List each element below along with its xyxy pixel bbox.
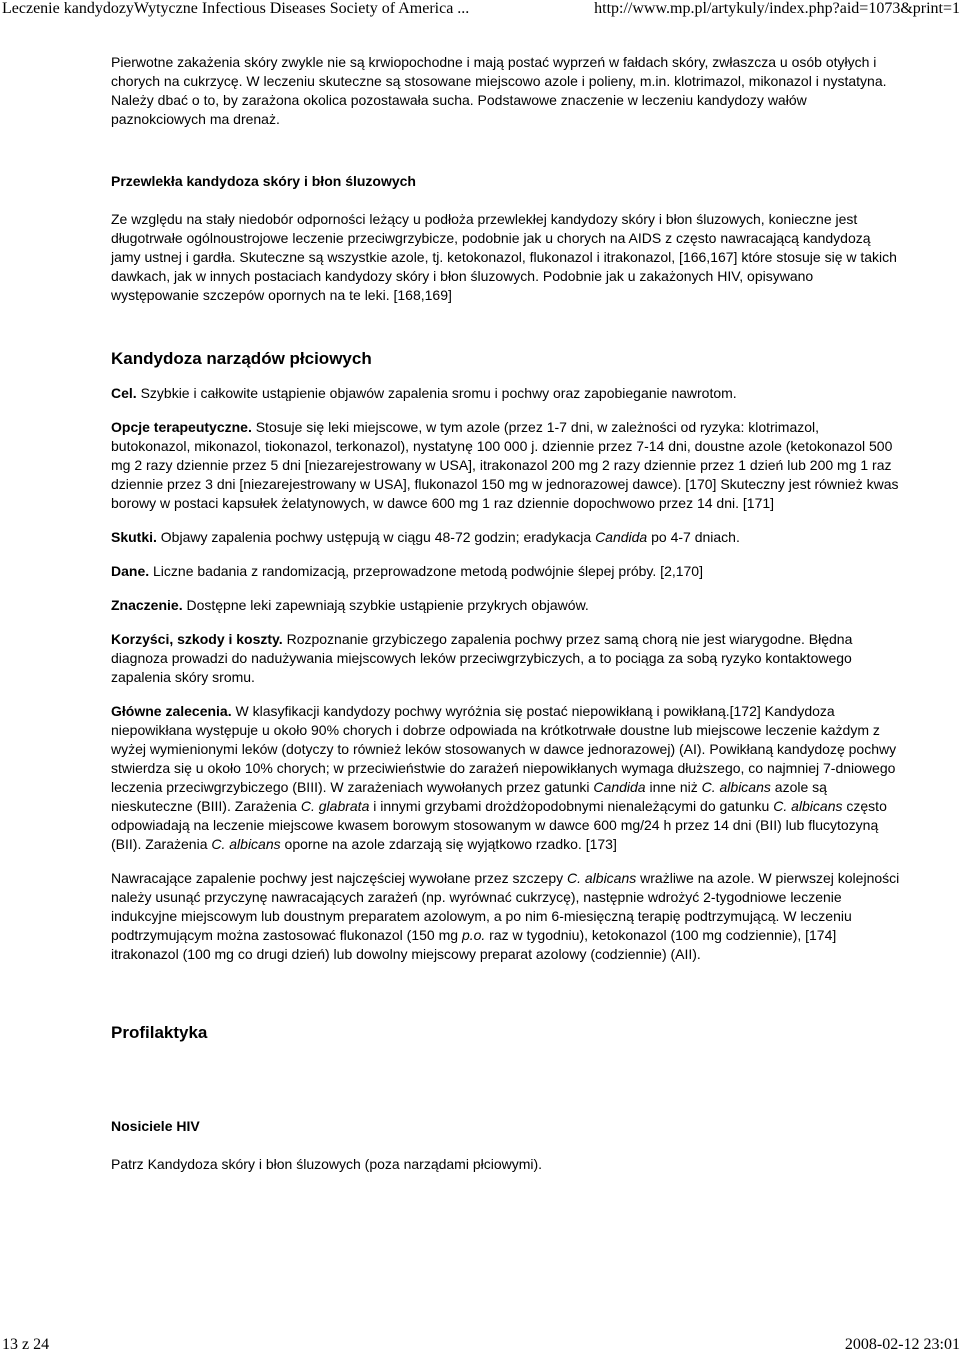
article-content — [111, 44, 901, 1174]
print-footer — [0, 1336, 960, 1358]
print-header — [0, 0, 960, 22]
section-heading-chronic: Przewlekła kandydoza skóry i błon śluzowych — [111, 173, 416, 189]
page-url: http://www.mp.pl/artykuly/index.php?aid=1073&print=1 — [594, 0, 960, 17]
section-heading-prophylaxis: Profilaktyka — [111, 1023, 208, 1042]
section-heading-genital: Kandydoza narządów płciowych — [111, 349, 372, 368]
hiv-paragraph: Patrz Kandydoza skóry i błon śluzowych (poza narządami płciowymi). — [111, 1156, 543, 1172]
goal-paragraph: Cel. Szybkie i całkowite ustąpienie objawów zapalenia sromu i pochwy oraz zapobieganie nawrotom. — [111, 385, 737, 401]
goal-label: Cel. — [111, 385, 137, 401]
benefits-paragraph: Korzyści, szkody i koszty. Rozpoznanie grzybiczego zapalenia pochwy przez samą chorą nie jest wiarygodne. Błędna diagnoza prowadzi do nadużywania miejscowych leków przeciwgrzybiczych, a to pociąga za sobą ryzyko kontaktowego zapalenia skóry sromu. — [111, 631, 853, 685]
main-recommendations-label: Główne zalecenia. — [111, 703, 232, 719]
significance-paragraph: Znaczenie. Dostępne leki zapewniają szybkie ustąpienie przykrych objawów. — [111, 597, 589, 613]
intro-paragraph: Pierwotne zakażenia skóry zwykle nie są krwiopochodne i mają postać wyprzeń w fałdach skóry, zwłaszcza u osób otyłych i chorych na cukrzycę. W leczeniu skuteczne są stosowane miejscowo azole i polieny, m.in. klotrimazol, mikonazol i nystatyna. Należy dbać o to, by zarażona okolica pozostawała sucha. Podstawowe znaczenie w leczeniu kandydozy wałów paznokciowych ma drenaż. — [111, 54, 887, 127]
chronic-paragraph: Ze względu na stały niedobór odporności leżący u podłoża przewlekłej kandydozy skóry i błon śluzowych, konieczne jest długotrwałe ogólnoustrojowe leczenie przeciwgrzybicze, podobnie jak u chorych na AIDS z często nawracającą kandydozą jamy ustnej i gardła. Skuteczne są wszystkie azole, tj. ketokonazol, flukonazol i itrakonazol, [166,167] które stosuje się w takich dawkach, jak w innych postaciach kandydozy skóry i błon śluzowych. Podobnie jak u zakażonych HIV, opisywano występowanie szczepów opornych na te leki. [168,169] — [111, 211, 897, 303]
significance-label: Znaczenie. — [111, 597, 183, 613]
page-number: 13 z 24 — [2, 1336, 50, 1353]
data-label: Dane. — [111, 563, 150, 579]
sub-heading-hiv: Nosiciele HIV — [111, 1118, 200, 1134]
recurrent-paragraph: Nawracające zapalenie pochwy jest najczęściej wywołane przez szczepy C. albicans wrażliwe na azole. W pierwszej kolejności należy usunąć przyczynę nawracających zarażeń (np. wyrównać cukrzycę), następnie wdrożyć 2-tygodniowe leczenie indukcyjne miejscowym lub doustnym preparatem azolowym, a po nim 6-miesięczną terapię podtrzymującą. W leczeniu podtrzymującym można zastosować flukonazol (150 mg p.o. raz w tygodniu), ketokonazol (100 mg codziennie), [174] itrakonazol (100 mg co drugi dzień) lub dowolny miejscowy preparat azolowy (codziennie) (AII). — [111, 870, 900, 962]
options-paragraph: Opcje terapeutyczne. Stosuje się leki miejscowe, w tym azole (przez 1-7 dni, w zależności od ryzyka: klotrimazol, butokonazol, mikonazol, tiokonazol, terkonazol), nystatynę 100 000 j. dziennie przez 7-14 dni, doustne azole (ketokonazol 500 mg 2 razy dziennie przez 5 dni [niezarejestrowany w USA], itrakonazol 200 mg 2 razy dziennie przez 1 dzień lub 200 mg 1 raz dziennie przez 3 dni [niezarejestrowany w USA], flukonazol 150 mg w jednorazowej dawce). [170] Skuteczny jest również kwas borowy w postaci kapsułek żelatynowych, w dawce 600 mg 1 raz dziennie dopochwowo przez 14 dni. [171] — [111, 419, 899, 511]
page-title: Leczenie kandydozyWytyczne Infectious Diseases Society of America ... — [2, 0, 470, 17]
effects-label: Skutki. — [111, 529, 157, 545]
benefits-label: Korzyści, szkody i koszty. — [111, 631, 283, 647]
data-paragraph: Dane. Liczne badania z randomizacją, przeprowadzone metodą podwójnie ślepej próby. [2,170] — [111, 563, 703, 579]
print-datetime: 2008-02-12 23:01 — [844, 1336, 960, 1353]
effects-paragraph: Skutki. Objawy zapalenia pochwy ustępują w ciągu 48-72 godzin; eradykacja Candida po 4-7 dniach. — [111, 529, 740, 545]
options-label: Opcje terapeutyczne. — [111, 419, 252, 435]
main-recommendations-paragraph: Główne zalecenia. W klasyfikacji kandydozy pochwy wyróżnia się postać niepowikłaną i powikłaną.[172] Kandydoza niepowikłana występuje u około 90% chorych i dobrze odpowiada na krótkotrwałe doustne lub miejscowe leczenie każdym z wyżej wymienionymi leków (dotyczy to również leków stosowanych w dawce jednorazowej) (AI). Powikłaną kandydozę pochwy stwierdza się u około 10% chorych; w przeciwieństwie do zarażeń niepowikłanych wymaga dłuższego, co najmniej 7-dniowego leczenia przeciwgrzybiczego (BIII). W zarażeniach wywołanych przez gatunki Candida inne niż C. albicans azole są nieskuteczne (BIII). Zarażenia C. glabrata i innymi grzybami drożdżopodobnymi nienależącymi do gatunku C. albicans często odpowiadają na leczenie miejscowe kwasem borowym stosowanym w dawce 600 mg/24 h przez 14 dni (BII) lub flucytozyną (BII). Zarażenia C. albicans oporne na azole zdarzają się wyjątkowo rzadko. [173] — [111, 703, 897, 852]
